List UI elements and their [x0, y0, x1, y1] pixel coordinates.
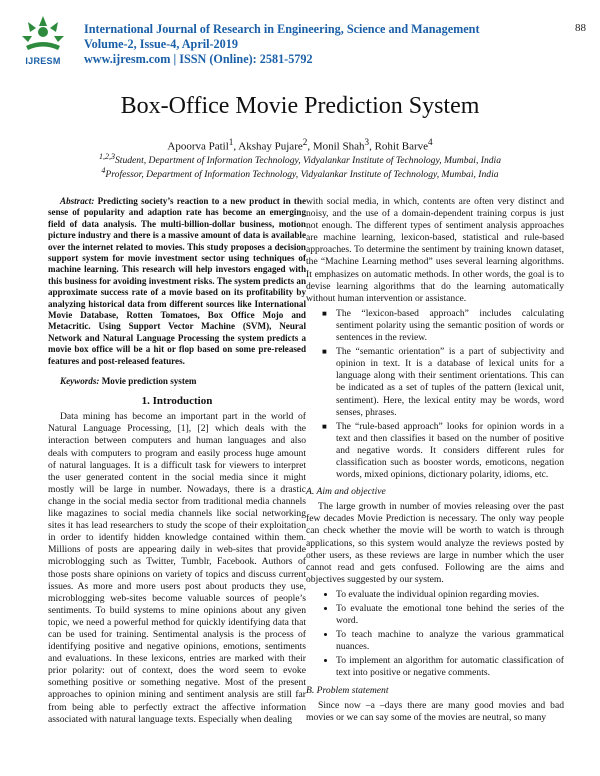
keywords: [48, 375, 306, 387]
author-name: Apoorva Patil: [167, 140, 229, 153]
journal-name: International Journal of Research in Engineering, Science and Management: [84, 22, 480, 36]
author-name: Rohit Barve: [374, 140, 429, 153]
problem-paragraph: Since now –a –days there are many good movies and bad movies or we can say some of the movies are neutral, so many: [306, 699, 564, 723]
abstract-text: Predicting society’s reaction to a new product in the sense of popularity and adaption rate has become an emerging field of data analysis. The multi-billion-dollar business, motion picture industry and there is a massive amount of data is available over the internet related to movies. This study proposes a decision support system for movie investment sector using techniques of machine learning. This research will help investors engaged with this business for avoiding investment risks. The system predicts an approximate success rate of a movie based on its profitability by analyzing historical data from different sources like International Movie Database, Rotten Tomatoes, Box Office Mojo and Metacritic. Using Support Vector Machine (SVM), Neural Network and Natural Language Processing the system predicts a movie box office will be a hit or flop based on some pre-released features and post-released features.: [48, 196, 306, 366]
list-item: ■ The “rule-based approach” looks for opinion words in a text and then classifies it based on the number of positive and negative words. It considers different rules for classification such as booster words, emoticons, negation words, mixed opinions, dictionary polarity, idioms, etc.: [336, 421, 564, 481]
author-list: Apoorva Patil$^1$, Akshay Pujare$^2$, Monil Shah$^3$, Rohit Barve$^4$: [167, 137, 433, 153]
abstract: [48, 196, 306, 367]
affiliation-text: Professor, Department of Information Technology, Vidyalankar Institute of Technology, Mumbai, India: [105, 169, 499, 181]
right-column: [306, 196, 564, 724]
continuation-paragraph: with social media, in which, contents are often very distinct and noisy, and the use of a domain-dependent training corpus is just not enough. The different types of sentiment analysis approaches are machine learning, lexicon-based, statistical and rule-based approaches. To determine the sentiment by training known dataset, the “Machine Learning method” uses several learning algorithms. It emphasizes on automatic methods. In other words, the goal is to devise learning algorithms that do the learning automatically without human intervention or assistance.: [306, 196, 564, 304]
list-item: ■ The “semantic orientation” is a part of subjectivity and opinion in text. It is a database of lexical units for a language along with their sentiment orientations. This can be indicated as a set of tuples of the pattern (lexical unit, sentiment). Here, the lexical entity may be words, word senses, phrases.: [336, 346, 564, 419]
section-heading-introduction: 1. Introduction: [141, 395, 213, 408]
abstract-label: Abstract:: [60, 196, 95, 206]
affiliation-sup: 1,2,3: [98, 152, 115, 161]
aims-list: [306, 589, 564, 680]
affiliation-line: [0, 152, 600, 166]
journal-info: [84, 22, 480, 67]
journal-header: [14, 12, 586, 70]
page-number: 88: [575, 22, 586, 34]
affiliation-line: [0, 166, 600, 180]
list-item: • To evaluate the individual opinion regarding movies.: [336, 589, 564, 601]
author-sup: 4: [428, 137, 433, 147]
journal-website: www.ijresm.com | ISSN (Online): 2581-5792: [84, 52, 313, 66]
approach-list: [306, 308, 564, 481]
list-item: • To implement an algorithm for automatic classification of text into positive or negative comments.: [336, 655, 564, 679]
author-name: Akshay Pujare: [238, 140, 303, 153]
list-item: • To teach machine to analyze the various grammatical nuances.: [336, 629, 564, 653]
keywords-label: Keywords:: [60, 376, 100, 387]
left-column: [48, 196, 306, 726]
list-item: • To evaluate the emotional tone behind the series of the word.: [336, 603, 564, 627]
journal-volume: Volume-2, Issue-4, April-2019: [84, 37, 238, 51]
author-sup: 2: [302, 137, 308, 147]
subsection-heading-aim: A. Aim and objective: [306, 486, 386, 498]
affiliation-text: Student, Department of Information Technology, Vidyalankar Institute of Technology, Mumbai, India: [114, 155, 502, 167]
keywords-text: Movie prediction system: [101, 376, 197, 387]
author-sup: 3: [364, 137, 370, 147]
author-sup: 1: [228, 137, 234, 147]
intro-paragraph: Data mining has become an important part in the world of Natural Language Processing, [1], [2] which deals with the interaction between computers and human languages and also deals with computers to program and easily process huge amount of natural languages. It is a difficult task for viewers to interpret the user generated content in the social media since it might mostly will be large in number. Nowadays, there is a drastic change in the social media sector from traditional media channels like magazines to social media channels like social networking sites it has lead researchers to study the scope of their exploitation in order to identify hidden knowledge contained within them. Millions of posts are appearing daily in web-sites that provide microblogging such as Twitter, Tumblr, Facebook. Authors of those posts share opinions on variety of topics and discuss current issues. As more and more users post about products they use, microblogging web-sites become valuable sources of people’s sentiments. To build systems to mine opinions about any given topic, we need a powerful method for quickly identifying data that can be used for training. Sentimental analysis is the process of identifying positive and negative opinions, emotions, sentiments and evaluations. In these lexicons, entries are marked with their prior polarity: out of context, does the word seem to evoke something positive or something negative. Most of the present approaches to opinion mining and sentiment analysis are still far from being able to perfectly extract the affective information associated with natural language texts. Especially when dealing: [48, 411, 306, 725]
author-name: Monil Shah: [312, 140, 365, 153]
logo-text: IJRESM: [25, 56, 61, 66]
subsection-heading-problem: B. Problem statement: [306, 684, 389, 696]
list-item: ■ The “lexicon-based approach” includes calculating sentiment polarity using the semantic position of words or sentences in the review.: [336, 308, 564, 344]
aim-paragraph: The large growth in number of movies releasing over the past few decades Movie Prediction is necessary. The only way people can check whether the movie will be worth to watch is through applications, so this system would analyze the reviews posted by other users, as these reviews are large in number which the user cannot read and gets confused. Following are the aims and objectives suggested by our system.: [306, 501, 564, 585]
paper-title: Box-Office Movie Prediction System: [120, 93, 480, 119]
affiliation-sup: 4: [101, 166, 106, 175]
